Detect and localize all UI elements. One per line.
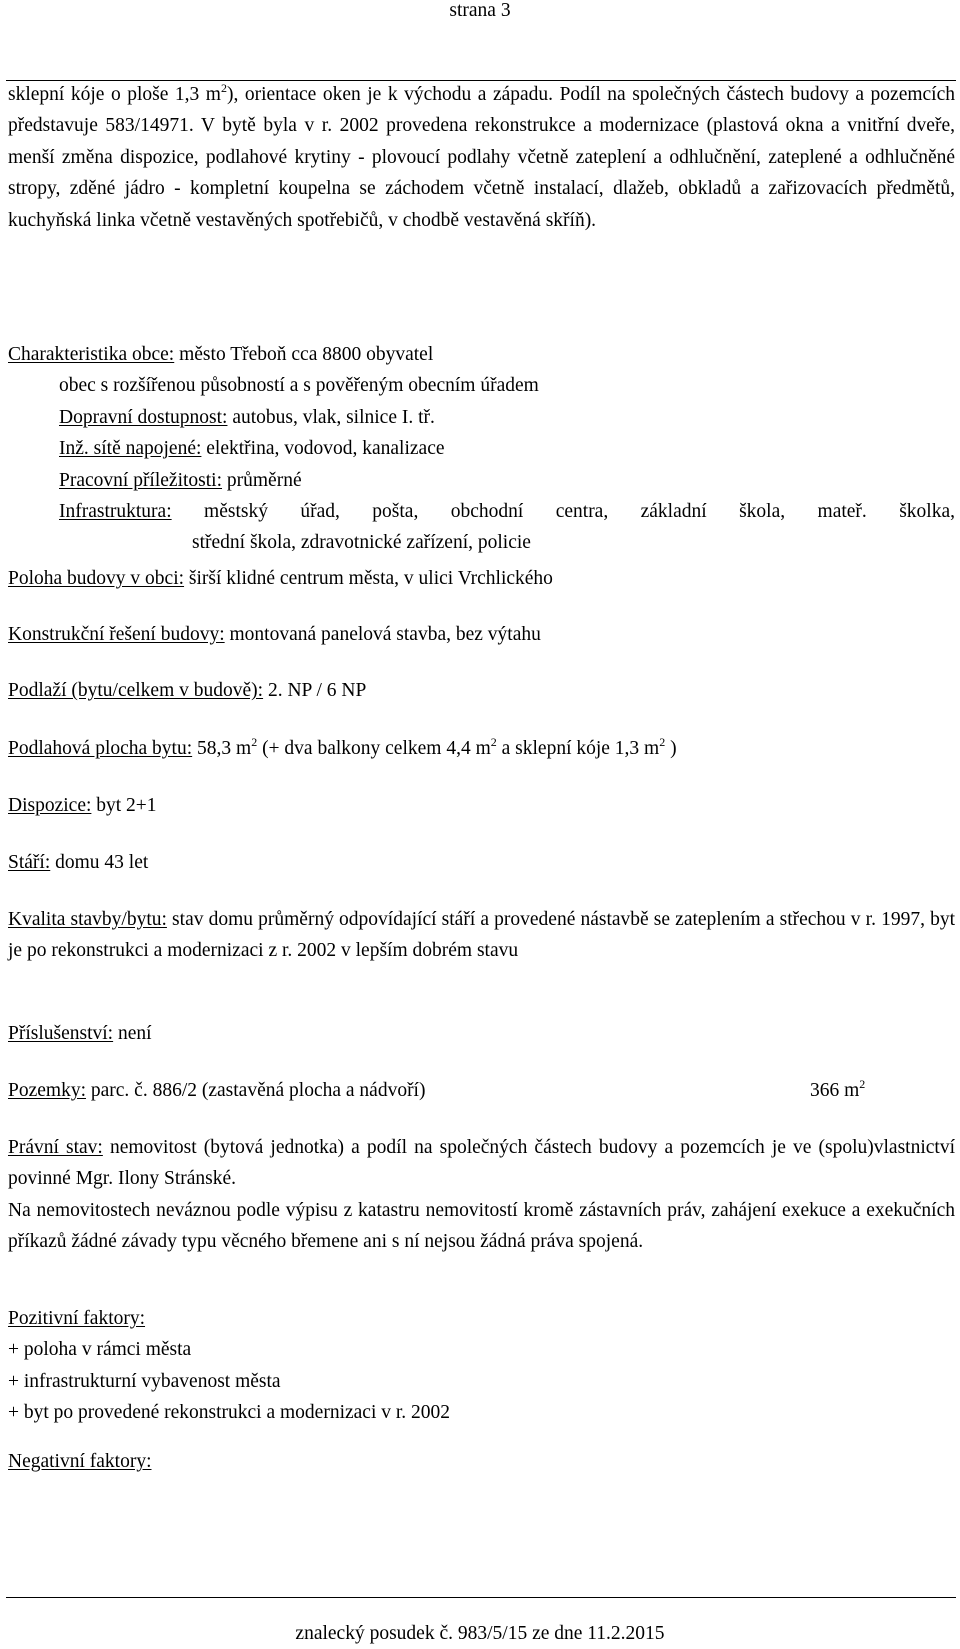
pozitivni-item: + infrastrukturní vybavenost města <box>8 1370 281 1392</box>
konstrukce-line <box>8 619 955 650</box>
infra-line2: střední škola, zdravotnické zařízení, policie <box>192 532 531 554</box>
pozitivni-item: + byt po provedené rekonstrukci a modernizaci v r. 2002 <box>8 1402 451 1424</box>
pozemky-area-sup: 2 <box>859 1077 866 1091</box>
pravni-section <box>8 1132 955 1258</box>
prace-label: Pracovní příležitosti: <box>59 469 223 491</box>
site-line <box>8 433 955 464</box>
intro-text-rest: ), orientace oken je k východu a západu. Podíl na společných částech budovy a pozemcích představuje 583/14971. V bytě byla v r. 2002 provedena rekonstrukce a modernizace (plastová okna a vnitřní dveře, menší změna dispozice, podlahové krytiny - plovoucí podlahy včetně zateplení a odhlučnění, zateplené a odhlučněné stropy, zděné jádro - kompletní koupelna se záchodem včetně instalací, dlažeb, obkladů a zařizovacích předmětů, kuchyňská linka včetně vestavěných spotřebičů, v chodbě vestavěná skříň). <box>8 84 955 231</box>
infra-value: městský úřad, pošta, obchodní centra, základní škola, mateř. školka, <box>171 501 955 523</box>
pozemky-label: Pozemky: <box>8 1080 86 1101</box>
obec-line <box>8 339 955 370</box>
plocha-value-2: (+ dva balkony celkem 4,4 m <box>257 738 491 759</box>
konstrukce-label: Konstrukční řešení budovy: <box>8 624 225 645</box>
page-number: strana 3 <box>449 0 511 21</box>
podlazi-line <box>8 675 955 706</box>
stari-value: domu 43 let <box>50 852 149 873</box>
prislusenstvi-value: není <box>113 1023 152 1044</box>
poloha-line <box>8 563 955 594</box>
konstrukce-value: montovaná panelová stavba, bez výtahu <box>224 624 541 645</box>
pozitivni-section <box>8 1303 955 1429</box>
pozemky-area <box>810 1075 865 1106</box>
plocha-value-1: 58,3 m <box>192 738 252 759</box>
footer-divider <box>6 1597 956 1598</box>
poloha-label: Poloha budovy v obci: <box>8 568 185 589</box>
negativni-line <box>8 1446 955 1477</box>
stari-line <box>8 847 955 878</box>
kvalita-value: stav domu průměrný odpovídající stáří a provedené nástavbě se zateplením a střechou v r. 1997, byt je po rekonstrukci a modernizaci z r. 2002 v lepším dobrém stavu <box>8 909 955 962</box>
pozemky-value: parc. č. 886/2 (zastavěná plocha a nádvoří) <box>86 1080 426 1101</box>
prace-value: průměrné <box>222 469 302 491</box>
pravni-paragraph <box>8 1132 955 1195</box>
poloha-value: širší klidné centrum města, v ulici Vrchlického <box>184 568 553 589</box>
doprava-line <box>8 402 955 433</box>
site-value: elektřina, vodovod, kanalizace <box>201 438 445 460</box>
dispozice-line <box>8 790 955 821</box>
obec-label: Charakteristika obce: <box>8 344 175 365</box>
obec-line2: obec s rozšířenou působností a s pověřeným obecním úřadem <box>59 375 539 397</box>
prace-line <box>8 465 955 496</box>
intro-paragraph <box>8 79 955 236</box>
plocha-sup-1: 2 <box>251 735 258 749</box>
plocha-label: Podlahová plocha bytu: <box>8 738 193 759</box>
page-footer: znalecký posudek č. 983/5/15 ze dne 11.2.2015 <box>295 1623 665 1644</box>
pravni-value: nemovitost (bytová jednotka) a podíl na společných částech budovy a pozemcích je ve (spolu)vlastnictví povinné Mgr. Ilony Stránské. <box>8 1137 956 1190</box>
plocha-value-3: a sklepní kóje 1,3 m <box>496 738 660 759</box>
infra-line <box>8 496 955 527</box>
prislusenstvi-line <box>8 1018 955 1049</box>
site-label: Inž. sítě napojené: <box>59 438 202 460</box>
podlazi-label: Podlaží (bytu/celkem v budově): <box>8 680 264 701</box>
intro-superscript: 2 <box>220 81 227 95</box>
pozitivni-item: + poloha v rámci města <box>8 1339 192 1361</box>
plocha-sup-3: 2 <box>659 735 666 749</box>
pozitivni-label: Pozitivní faktory: <box>8 1308 146 1329</box>
doprava-label: Dopravní dostupnost: <box>59 406 228 428</box>
pozemky-area-value: 366 m <box>810 1080 860 1101</box>
plocha-value-4: ) <box>665 738 677 759</box>
infra-label: Infrastruktura: <box>59 501 172 523</box>
obec-section <box>8 339 955 559</box>
pravni-paragraph-2: Na nemovitostech neváznou podle výpisu z katastru nemovitostí kromě zástavních práv, zahájení exekuce a exekučních příkazů žádné závady typu věcného břemene ani s ní nejsou žádná práva spojená. <box>8 1199 955 1253</box>
kvalita-paragraph <box>8 904 955 967</box>
kvalita-label: Kvalita stavby/bytu: <box>8 909 167 930</box>
intro-text: sklepní kóje o ploše 1,3 m <box>8 84 221 105</box>
prislusenstvi-label: Příslušenství: <box>8 1023 114 1044</box>
podlazi-value: 2. NP / 6 NP <box>263 680 367 701</box>
plocha-line <box>8 733 955 764</box>
plocha-sup-2: 2 <box>490 735 497 749</box>
pravni-label: Právní stav: <box>8 1137 103 1158</box>
negativni-label: Negativní faktory: <box>8 1451 152 1472</box>
dispozice-value: byt 2+1 <box>91 795 157 816</box>
doprava-value: autobus, vlak, silnice I. tř. <box>227 406 435 428</box>
dispozice-label: Dispozice: <box>8 795 92 816</box>
stari-label: Stáří: <box>8 852 51 873</box>
pozemky-line <box>8 1075 955 1106</box>
obec-value: město Třeboň cca 8800 obyvatel <box>174 344 434 365</box>
